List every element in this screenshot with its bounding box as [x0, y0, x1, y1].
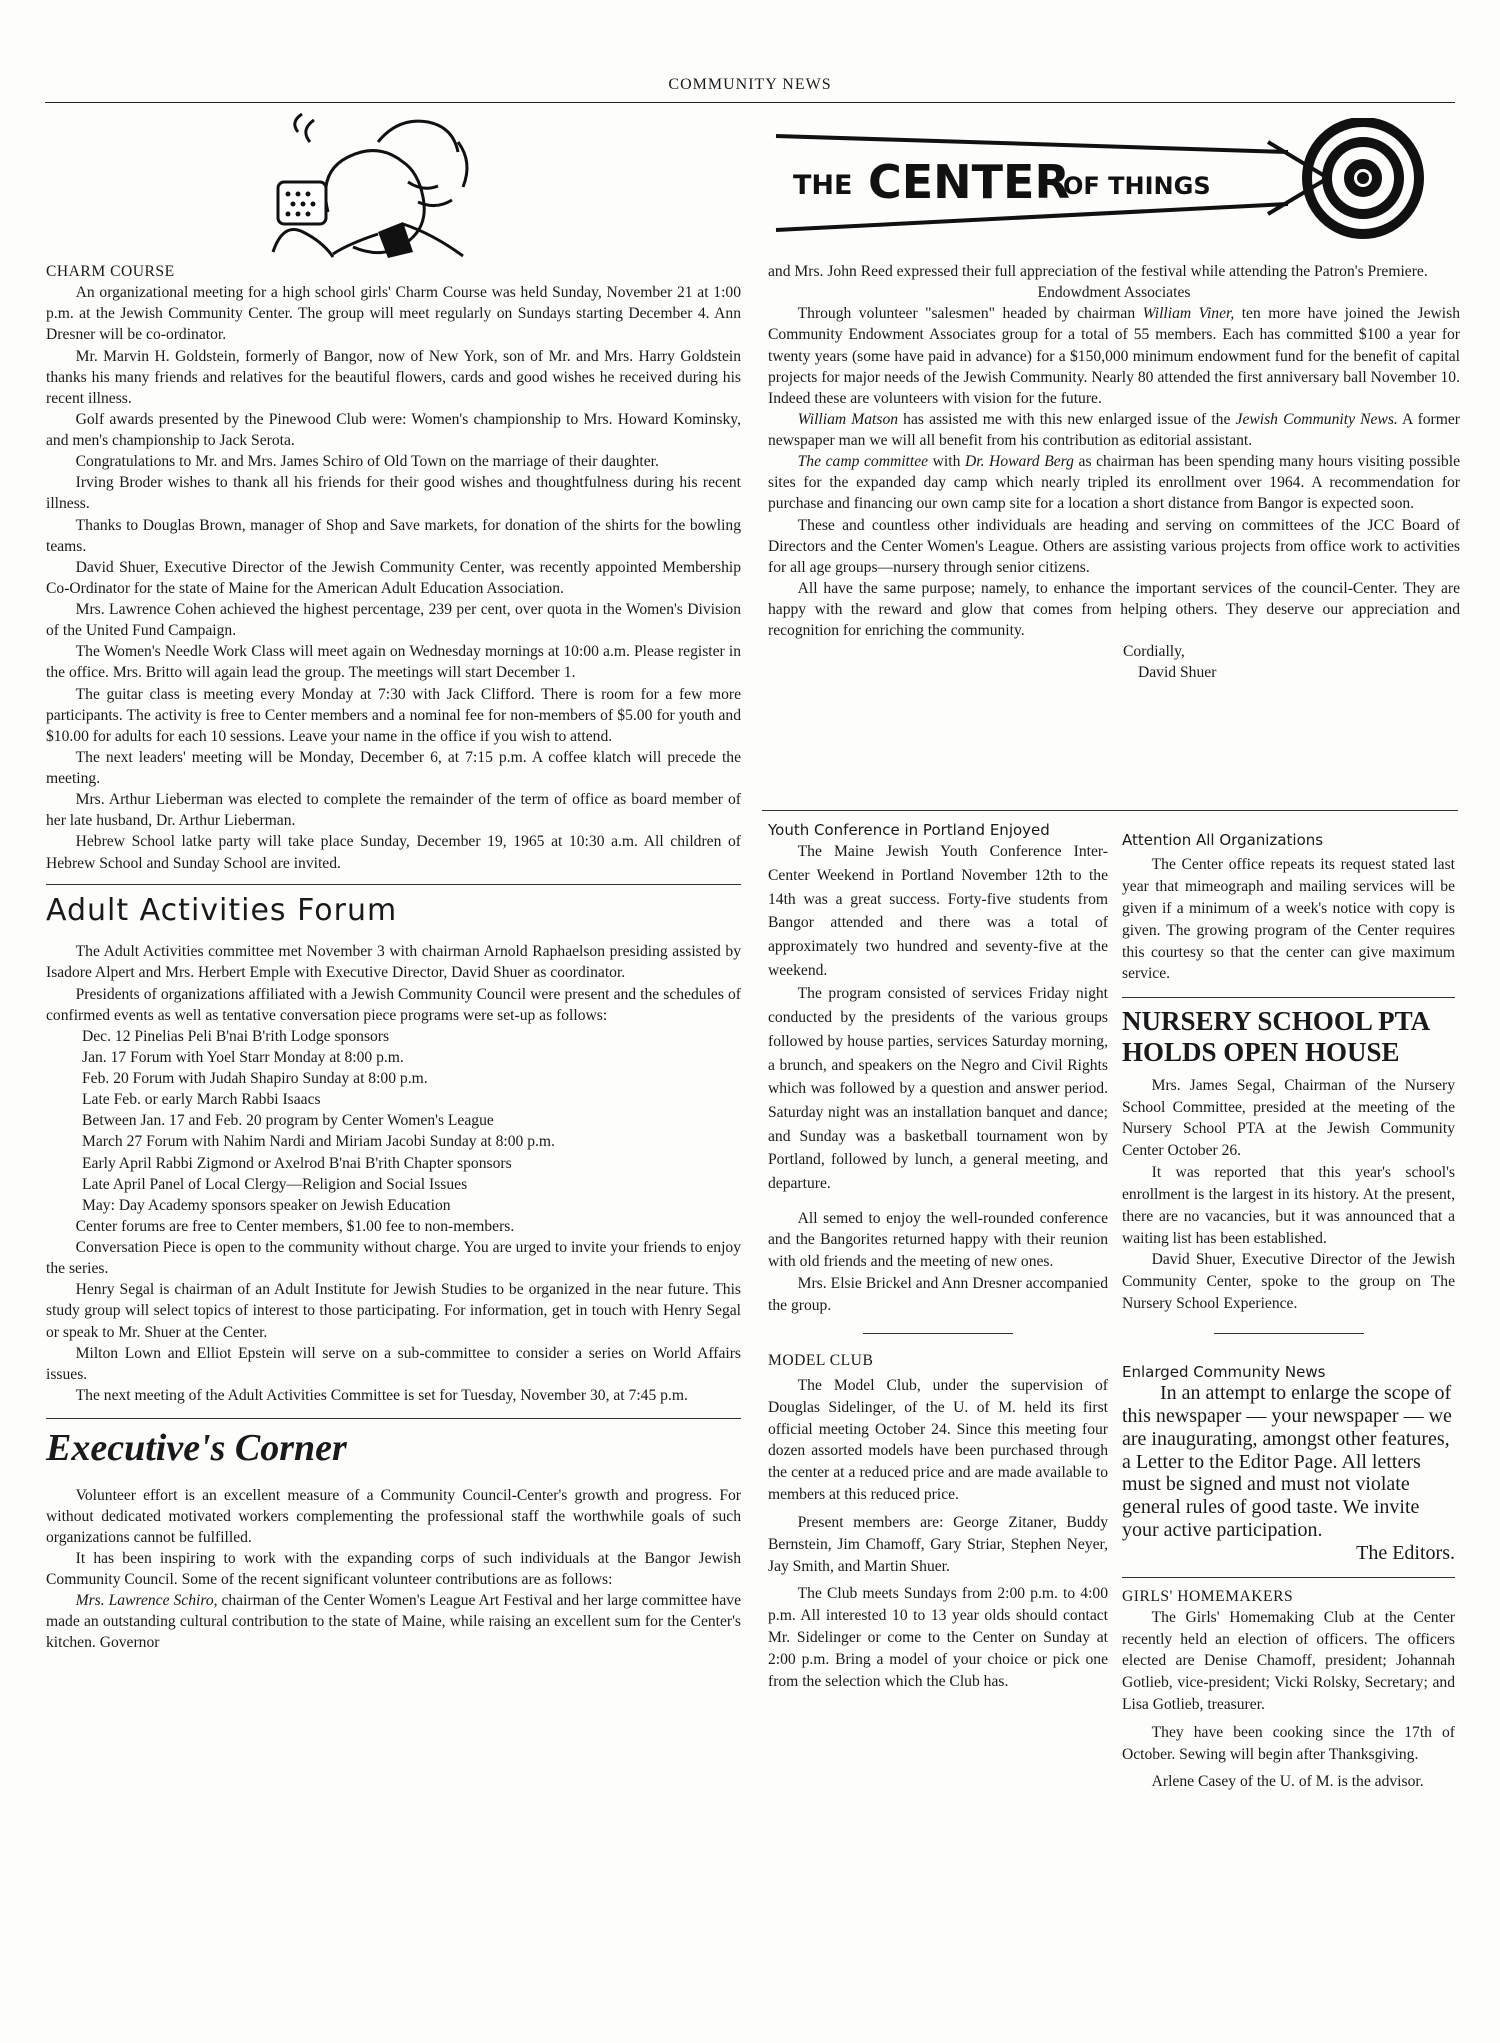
section-divider [762, 810, 1458, 811]
youth-conference-heading: Youth Conference in Portland Enjoyed [768, 821, 1050, 839]
enlarged-news-para: In an attempt to enlarge the scope of this newspaper — your newspaper — we are inaugurating, amongst other features, a Letter to the Editor Page. All letters must be signed and must not violate general rules of good taste. We invite your active participation. [1122, 1382, 1452, 1541]
girls-para: They have been cooking since the 17th of October. Sewing will begin after Thanksgiving. [1122, 1723, 1455, 1763]
section-divider [1122, 997, 1455, 998]
charm-para: Thanks to Douglas Brown, manager of Shop and Save markets, for donation of the shirts for the bowling teams. [46, 516, 741, 555]
exec-para: William Matson has assisted me with this new enlarged issue of the Jewish Community News. A former newspaper man we will all benefit from his contribution as editorial assistant. [768, 410, 1460, 449]
banner-the: THE [793, 170, 853, 201]
nursery-para: Mrs. James Segal, Chairman of the Nursery School Committee, presided at the meeting of the Nursery School PTA at the Jewish Community Center October 26. [1122, 1076, 1455, 1160]
charm-para: Congratulations to Mr. and Mrs. James Schiro of Old Town on the marriage of their daughter. [75, 453, 659, 471]
adult-para: Milton Lown and Elliot Epstein will serve on a sub-committee to consider a series on World Affairs issues. [46, 1344, 741, 1383]
adult-para: Presidents of organizations affiliated with a Jewish Community Council were present and the schedules of confirmed events as well as tentative conversation piece programs were set-up as follows: [46, 985, 741, 1024]
editors-signoff: The Editors. [1356, 1541, 1455, 1564]
charm-para: Mrs. Lawrence Cohen achieved the highest percentage, 239 per cent, over quota in the Women's Division of the United Fund Campaign. [46, 601, 741, 640]
exec-para: Volunteer effort is an excellent measure of a Community Council-Center's growth and progress. For without dedicated motivated workers complementing the professional staff the worthwhile goals of such organizations cannot be fulfilled. [46, 1486, 741, 1546]
nursery-para: It was reported that this year's school's enrollment is the largest in its history. At the present, there are no vacancies, but it was announced that a waiting list has been established. [1122, 1164, 1455, 1247]
coffee-man-illustration [258, 112, 508, 258]
signature: David Shuer [1138, 664, 1217, 682]
attention-section [1122, 830, 1455, 985]
nursery-section [1122, 1006, 1455, 1315]
charm-para: Golf awards presented by the Pinewood Club were: Women's championship to Mrs. Howard Kominsky, and men's championship to Jack Serota. [46, 410, 741, 449]
events-list [46, 1026, 741, 1216]
enlarged-news-section [1122, 1362, 1455, 1565]
adult-activities-section [46, 891, 741, 1406]
attention-heading: Attention All Organizations [1122, 831, 1324, 849]
adult-para: The Adult Activities committee met November 3 with chairman Arnold Raphaelson presiding assisted by Isadore Alpert and Mrs. Herbert Emple with Executive Director, David Shuer as coordinator. [46, 943, 741, 982]
executives-corner-heading: Executive's Corner [46, 1427, 347, 1470]
adult-para: Center forums are free to Center members, $1.00 fee to non-members. [75, 1217, 515, 1235]
nursery-heading: NURSERY SCHOOL PTA HOLDS OPEN HOUSE [1122, 1006, 1429, 1067]
executives-corner-section [46, 1423, 741, 1653]
model-para: The Model Club, under the supervision of Douglas Sidelinger, of the U. of M. held its first official meeting October 24. Since this meeting four dozen assorted models have been purchased through the center at a reduced price and are made available to members at this reduced price. [768, 1376, 1108, 1504]
model-para: Present members are: George Zitaner, Buddy Bernstein, Jim Chamoff, Gary Striar, Stephen Neyer, Jay Smith, and Martin Shuer. [768, 1513, 1108, 1575]
short-divider [863, 1333, 1013, 1334]
event-item: Late Feb. or early March Rabbi Isaacs [82, 1091, 321, 1109]
exec-para: Mrs. Lawrence Schiro, chairman of the Center Women's League Art Festival and her large committee have made an outstanding cultural contribution to the state of Maine, while raising an excellent sum for the Center's kitchen. Governor [46, 1592, 741, 1652]
left-column [46, 261, 741, 1654]
event-item: Dec. 12 Pinelias Peli B'nai B'rith Lodge sponsors [82, 1027, 390, 1045]
model-club-heading: MODEL CLUB [768, 1351, 874, 1369]
attention-para: The Center office repeats its request stated last year that mimeograph and mailing services will be given if a minimum of a week's notice with copy is given. The growing program of the Center requires this courtesy so that the center can give maximum service. [1122, 856, 1455, 983]
event-item: Early April Rabbi Zigmond or Axelrod B'nai B'rith Chapter sponsors [82, 1154, 512, 1172]
youth-conference-section [768, 820, 1108, 1317]
charm-para: Hebrew School latke party will take place Sunday, December 19, 1965 at 10:30 a.m. All children of Hebrew School and Sunday School are invited. [46, 833, 741, 872]
charm-para: An organizational meeting for a high school girls' Charm Course was held Sunday, November 21 at 1:00 p.m. at the Jewish Community Center. The group will meet regularly on Sundays starting December 4. Ann Dresner will be co-ordinator. [46, 284, 741, 344]
top-rule [45, 102, 1455, 103]
running-head: COMMUNITY NEWS [668, 76, 832, 93]
exec-continued-para: and Mrs. John Reed expressed their full appreciation of the festival while attending the Patron's Premiere. [768, 263, 1428, 280]
endowment-subhead: Endowdment Associates [1037, 284, 1191, 302]
section-divider [1122, 1577, 1455, 1578]
exec-para: All have the same purpose; namely, to enhance the important services of the council-Center. They are happy with the reward and glow that comes from helping others. They deserve our appreciation and recognition for enriching the community. [768, 579, 1460, 640]
exec-para: It has been inspiring to work with the expanding corps of such individuals at the Bangor Jewish Community Council. Some of the recent significant volunteer contributions are as follows: [46, 1549, 741, 1588]
model-club-section [768, 1350, 1108, 1693]
charm-para: David Shuer, Executive Director of the Jewish Community Center, was recently appointed Membership Co-Ordinator for the state of Maine for the American Adult Education Association. [46, 558, 741, 597]
event-item: March 27 Forum with Nahim Nardi and Miriam Jacobi Sunday at 8:00 p.m. [82, 1133, 555, 1151]
event-item: May: Day Academy sponsors speaker on Jewish Education [82, 1196, 451, 1214]
event-item: Feb. 20 Forum with Judah Shapiro Sunday at 8:00 p.m. [82, 1070, 428, 1088]
banner-center: CENTER [868, 155, 1070, 209]
exec-para: Through volunteer "salesmen" headed by chairman William Viner, ten more have joined the Jewish Community Endowment Associates group for a total of 55 members. Each has committed $100 a year for twenty years (some have paid in advance) for a $150,000 minimum endowment fund for the benefit of capital projects for major needs of the Jewish Community. Nearly 80 attended the first anniversary ball November 10. Indeed these are volunteers with vision for the future. [768, 305, 1460, 407]
youth-para: All semed to enjoy the well-rounded conference and the Bangorites returned happy with their reunion with old friends and the meeting of new ones. [768, 1209, 1108, 1271]
charm-para: Irving Broder wishes to thank all his friends for their good wishes and thoughtfulness during his recent illness. [46, 474, 741, 513]
girls-para: Arlene Casey of the U. of M. is the advisor. [1151, 1773, 1424, 1791]
section-divider [46, 884, 741, 885]
exec-para: The camp committee with Dr. Howard Berg as chairman has been spending many hours visiting possible sites for the expanded day camp which nearly tripled its enrollment over 1964. A recommendation for purchase and financing our own camp site for a location a short distance from Bangor is expected soon. [768, 453, 1460, 513]
event-item: Between Jan. 17 and Feb. 20 program by Center Women's League [82, 1112, 494, 1130]
adult-activities-heading: Adult Activities Forum [46, 892, 398, 928]
girls-homemakers-heading: GIRLS' HOMEMAKERS [1122, 1587, 1294, 1605]
model-para: The Club meets Sundays from 2:00 p.m. to 4:00 p.m. All interested 10 to 13 year olds should contact Mr. Sidelinger or come to the Center on Sunday at 2:00 p.m. Bring a model of your choice or pick one from the selection which the Club has. [768, 1585, 1108, 1690]
charm-para: The next leaders' meeting will be Monday, December 6, at 7:15 p.m. A coffee klatch will precede the meeting. [46, 748, 741, 787]
charm-course-heading: CHARM COURSE [46, 263, 175, 280]
youth-para: The Maine Jewish Youth Conference Inter-Center Weekend in Portland November 12th to the 14th was a great success. Forty-five students from Bangor attended and there was a total of approximately two hundred and seventy-five at the weekend. [768, 843, 1108, 979]
event-item: Jan. 17 Forum with Yoel Starr Monday at 8:00 p.m. [82, 1048, 404, 1066]
short-divider [1214, 1333, 1364, 1334]
middle-column [768, 820, 1108, 1692]
charm-para: Mr. Marvin H. Goldstein, formerly of Bangor, now of New York, son of Mr. and Mrs. Harry Goldstein thanks his many friends and relatives for the beautiful flowers, cards and good wishes he received during his recent illness. [46, 347, 741, 407]
section-divider [46, 1418, 741, 1419]
exec-para: These and countless other individuals are heading and serving on committees of the JCC Board of Directors and the Center Women's League. Others are assisting various projects from office work to activities for all age groups—nursery through senior citizens. [768, 516, 1460, 576]
girls-para: The Girls' Homemaking Club at the Center recently held an election of officers. The officers elected are Denise Chamoff, president; Johannah Gotlieb, vice-president; Vicki Rolsky, Secretary; and Lisa Gotlieb, treasurer. [1122, 1608, 1455, 1713]
closing: Cordially, [1123, 643, 1185, 661]
event-item: Late April Panel of Local Clergy—Religion and Social Issues [82, 1175, 468, 1193]
charm-para: The guitar class is meeting every Monday at 7:30 with Jack Clifford. There is room for a few more participants. The activity is free to Center members and a nominal fee for non-members of $5.00 for youth and $10.00 for adults for each 10 sessions. Leave your name in the office if you wish to attend. [46, 685, 741, 745]
banner-of-things: OF THINGS [1063, 172, 1211, 200]
center-of-things-banner [768, 118, 1428, 246]
youth-para: Mrs. Elsie Brickel and Ann Dresner accompanied the group. [768, 1275, 1108, 1314]
adult-para: Henry Segal is chairman of an Adult Institute for Jewish Studies to be organized in the near future. This study group will select topics of interest to those participating. For information, get in touch with Henry Segal or speak to Mr. Shuer at the Center. [46, 1281, 741, 1341]
girls-homemakers-section [1122, 1586, 1455, 1794]
charm-para: The Women's Needle Work Class will meet again on Wednesday mornings at 10:00 a.m. Please register in the office. Mrs. Britto will again lead the group. The meetings will start December 1. [46, 643, 741, 682]
adult-para: Conversation Piece is open to the community without charge. You are urged to invite your friends to enjoy the series. [46, 1239, 741, 1278]
adult-para: The next meeting of the Adult Activities Committee is set for Tuesday, November 30, at 7:45 p.m. [75, 1386, 688, 1404]
youth-para: The program consisted of services Friday night conducted by the presidents of the various groups followed by house parties, services Saturday morning, a brunch, and speakers on the Negro and Civil Rights which was followed by a question and answer period. Saturday night was an installation banquet and dance; and Sunday was a basketball tournament won by Portland, followed by lunch, a general meeting, and departure. [768, 985, 1108, 1192]
charm-course-section [46, 261, 741, 874]
enlarged-news-heading: Enlarged Community News [1122, 1362, 1326, 1381]
volunteer-name: Mrs. Lawrence Schiro, [75, 1592, 218, 1610]
charm-para: Mrs. Arthur Lieberman was elected to complete the remainder of the term of office as board member of her late husband, Dr. Arthur Lieberman. [46, 791, 741, 830]
nursery-para: David Shuer, Executive Director of the Jewish Community Center, spoke to the group on The Nursery School Experience. [1122, 1251, 1455, 1313]
right-column [1122, 830, 1455, 1793]
right-top-column [768, 261, 1460, 684]
